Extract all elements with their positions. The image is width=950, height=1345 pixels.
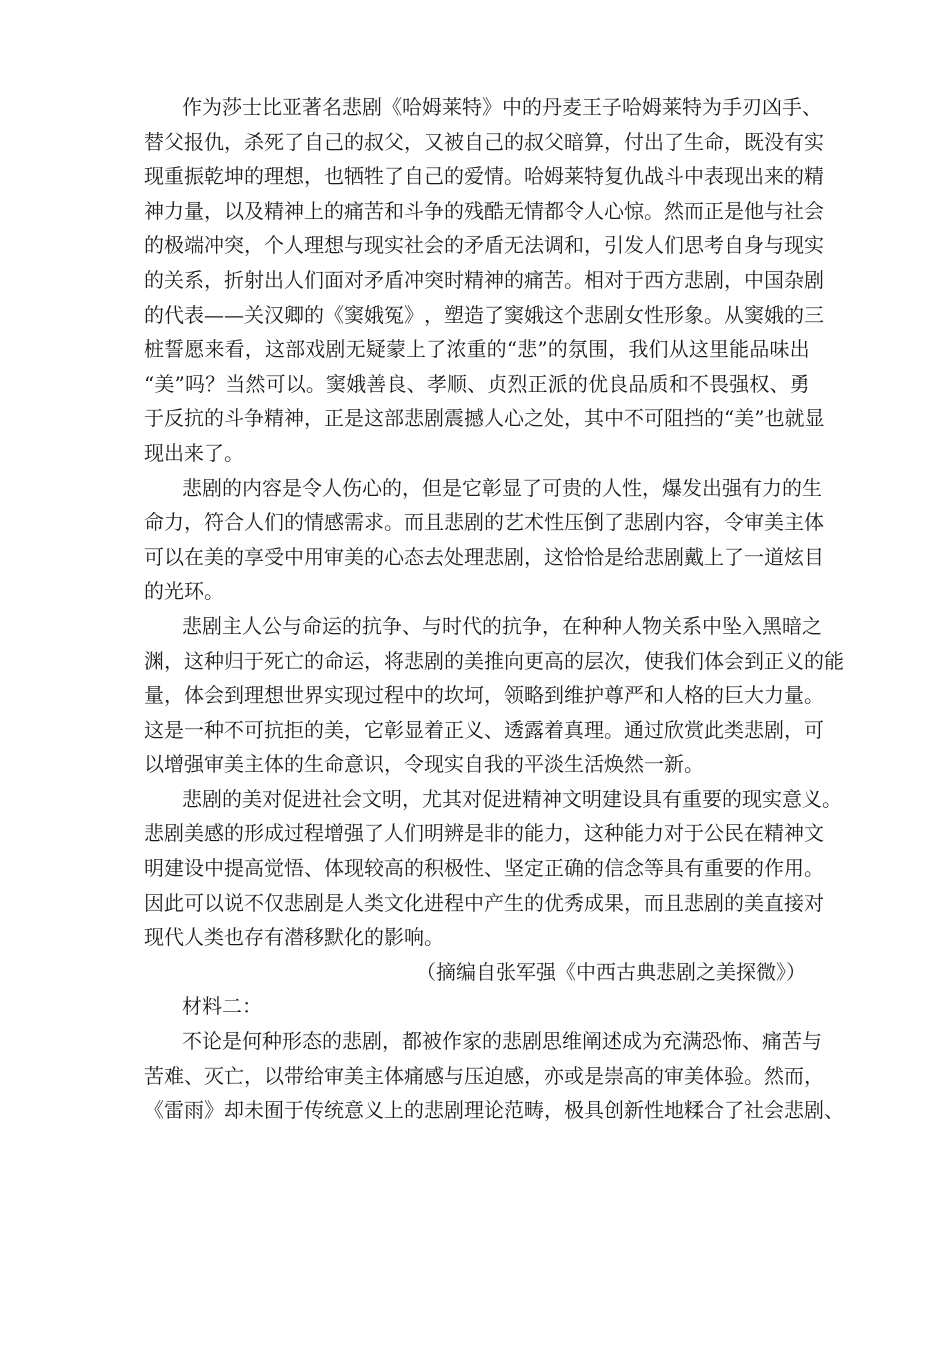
text-line: 替 父 报 仇 ， 杀 死 了 自 己 的 叔 父 ， 又 被 自 己 的 叔 父 暗 算 ， 付 出 了 生 命 ， 既 没 有 实: [144, 129, 824, 154]
text-line: “ 美 ” 吗 ？ 当 然 可 以 。 窦 娥 善 良 、 孝 顺 、 贞 烈 正 派 的 优 良 品 质 和 不 畏 强 权 、 勇: [144, 371, 810, 396]
text-line: 渊 ， 这 种 归 于 死 亡 的 命 运 ， 将 悲 剧 的 美 推 向 更 高 的 层 次 ， 使 我 们 体 会 到 正 义 的 能: [144, 648, 844, 673]
text-line: 悲 剧 主 人 公 与 命 运 的 抗 争 、 与 时 代 的 抗 争 ， 在 种 种 人 物 关 系 中 坠 入 黑 暗 之: [182, 613, 822, 638]
text-line: 可 以 在 美 的 享 受 中 用 审 美 的 心 态 去 处 理 悲 剧 ， 这 恰 恰 是 给 悲 剧 戴 上 了 一 道 炫 目: [144, 544, 824, 569]
material-two-heading: 材料二：: [182, 994, 262, 1019]
text-line: 量 ， 体 会 到 理 想 世 界 实 现 过 程 中 的 坎 坷 ， 领 略 到 维 护 尊 严 和 人 格 的 巨 大 力 量 。: [144, 683, 824, 708]
text-line: 的 代 表 — — 关 汉 卿 的 《 窦 娥 冤 》 ， 塑 造 了 窦 娥 这 个 悲 剧 女 性 形 象 。 从 窦 娥 的 三: [144, 302, 824, 327]
paragraph-civilization: [144, 782, 842, 955]
text-line: 苦 难 、 灭 亡 ， 以 带 给 审 美 主 体 痛 感 与 压 迫 感 ， 亦 或 是 崇 高 的 审 美 体 验 。 然 而 ，: [144, 1063, 824, 1088]
paragraph-material-two: [144, 1024, 844, 1128]
paragraph-tragedy-content: [144, 471, 824, 609]
text-line: 不 论 是 何 种 形 态 的 悲 剧 ， 都 被 作 家 的 悲 剧 思 维 阐 述 成 为 充 满 恐 怖 、 痛 苦 与: [182, 1029, 822, 1054]
text-line: 命 力 ， 符 合 人 们 的 情 感 需 求 。 而 且 悲 剧 的 艺 术 性 压 倒 了 悲 剧 内 容 ， 令 审 美 主 体: [144, 510, 824, 535]
source-citation: （摘编自张军强《中西古典悲剧之美探微》）: [416, 959, 806, 984]
text-line: 的光环。: [144, 579, 224, 604]
text-line: 现 重 振 乾 坤 的 理 想 ， 也 牺 牲 了 自 己 的 爱 情 。 哈 姆 莱 特 复 仇 战 斗 中 表 现 出 来 的 精: [144, 164, 824, 189]
text-line: 于 反 抗 的 斗 争 精 神 ， 正 是 这 部 悲 剧 震 撼 人 心 之 处 ， 其 中 不 可 阻 挡 的 “ 美 ” 也 就 显: [144, 406, 825, 431]
text-line: 神 力 量 ， 以 及 精 神 上 的 痛 苦 和 斗 争 的 残 酷 无 情 都 令 人 心 惊 。 然 而 正 是 他 与 社 会: [144, 198, 824, 223]
text-line: 现出来了。: [144, 440, 244, 465]
text-line: 作 为 莎 士 比 亚 著 名 悲 剧 《 哈 姆 莱 特 》 中 的 丹 麦 王 子 哈 姆 莱 特 为 手 刃 凶 手 、: [182, 95, 822, 119]
text-line: 现代人类也存有潜移默化的影响。: [144, 925, 444, 950]
text-line: 这 是 一 种 不 可 抗 拒 的 美 ， 它 彰 显 着 正 义 、 透 露 着 真 理 。 通 过 欣 赏 此 类 悲 剧 ， 可: [144, 717, 824, 742]
article-body: [144, 90, 844, 1128]
text-line: 悲 剧 的 美 对 促 进 社 会 文 明 ， 尤 其 对 促 进 精 神 文 明 建 设 具 有 重 要 的 现 实 意 义 。: [182, 786, 842, 811]
paragraph-protagonist: [144, 609, 844, 782]
text-line: 桩 誓 愿 来 看 ， 这 部 戏 剧 无 疑 蒙 上 了 浓 重 的 “ 悲 ” 的 氛 围 ， 我 们 从 这 里 能 品 味 出: [144, 337, 810, 362]
text-line: 《 雷 雨 》 却 未 囿 于 传 统 意 义 上 的 悲 剧 理 论 范 畴 ， 极 具 创 新 性 地 糅 合 了 社 会 悲 剧 、: [144, 1098, 844, 1123]
text-line: 的 关 系 ， 折 射 出 人 们 面 对 矛 盾 冲 突 时 精 神 的 痛 苦 。 相 对 于 西 方 悲 剧 ， 中 国 杂 剧: [144, 267, 824, 292]
text-line: 因 此 可 以 说 不 仅 悲 剧 是 人 类 文 化 进 程 中 产 生 的 优 秀 成 果 ， 而 且 悲 剧 的 美 直 接 对: [144, 890, 824, 915]
text-line: 的 极 端 冲 突 ， 个 人 理 想 与 现 实 社 会 的 矛 盾 无 法 调 和 ， 引 发 人 们 思 考 自 身 与 现 实: [144, 233, 824, 258]
text-line: 悲 剧 的 内 容 是 令 人 伤 心 的 ， 但 是 它 彰 显 了 可 贵 的 人 性 ， 爆 发 出 强 有 力 的 生: [182, 475, 822, 500]
text-line: 以增强审美主体的生命意识，令现实自我的平淡生活焕然一新。: [144, 752, 704, 777]
paragraph-hamlet: [144, 90, 825, 471]
text-line: 悲 剧 美 感 的 形 成 过 程 增 强 了 人 们 明 辨 是 非 的 能 力 ， 这 种 能 力 对 于 公 民 在 精 神 文: [144, 821, 824, 846]
text-line: 明 建 设 中 提 高 觉 悟 、 体 现 较 高 的 积 极 性 、 坚 定 正 确 的 信 念 等 具 有 重 要 的 作 用 。: [144, 856, 824, 881]
